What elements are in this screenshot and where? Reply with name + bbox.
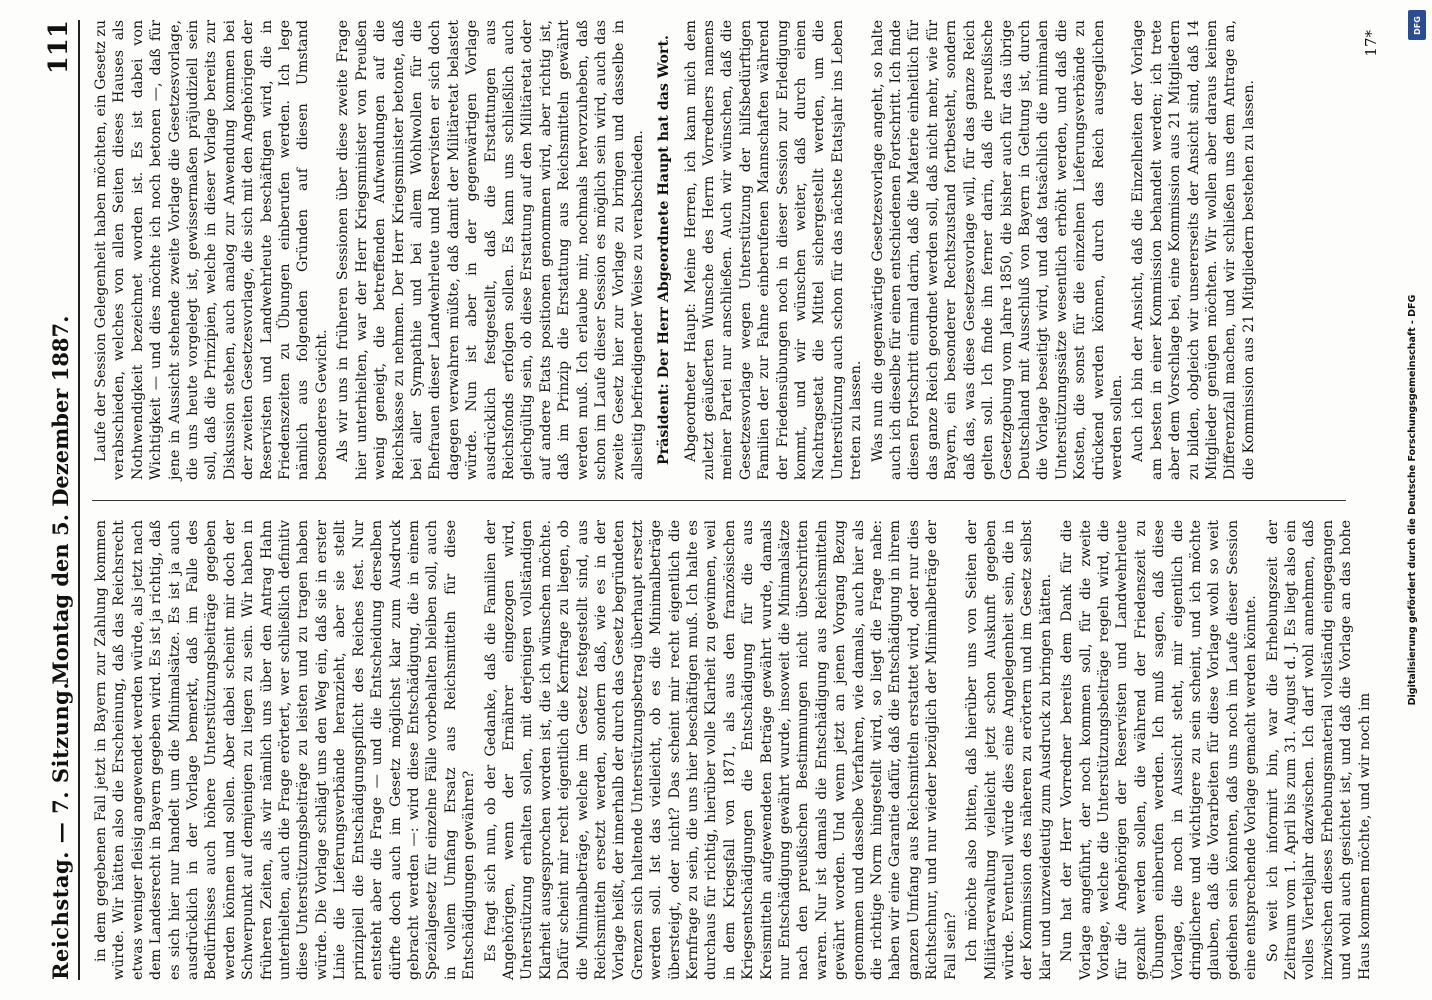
- speaker-announcement: Präsident: Der Herr Abgeordnete Haupt hat das Wort.: [656, 35, 673, 465]
- digitization-credit: Digitalisierung gefördert durch die Deutsche Forschungsgemeinschaft - DFG: [1407, 294, 1418, 706]
- paragraph: Auch ich bin der Ansicht, daß die Einzelheiten der Vorlage am besten in einer Kommission behandelt werden; ich trete aber dem Vorschlage bei, eine Kommission aus 21 Mitgliedern zu bilden, obgleich wir unsererseits der Ansicht sind, daß 14 Mitglieder genügen möchten. Wir wollen aber daraus keinen Differenzfall machen, und wir schließen uns dem Antrage an, die Kommission aus 21 Mitgliedern bestehen zu lassen.: [1130, 20, 1257, 480]
- page-number: 111: [44, 20, 74, 75]
- paragraph: Laufe der Session Gelegenheit haben möchten, ein Gesetz zu verabschieden, welches von allen Seiten dieses Hauses als Nothwendigkeit bezeichnet worden ist. Es ist dabei von Wichtigkeit — und dies möchte ich noch betonen —, daß für jene in Aussicht stehende zweite Vorlage die Gesetzesvorlage, die uns heute vorgelegt ist, gewissermaßen präjudiziell sein soll, daß die Prinzipien, welche in dieser Vorlage bereits zur Diskussion stehen, auch analog zur Anwendung kommen bei der zweiten Gesetzesvorlage, die sich mit den Angehörigen der Reservisten und Landwehrleute beschäftigen wird, die in Friedenszeiten zu Übungen einberufen werden. Ich lege nämlich aus folgenden Gründen auf diesen Umstand besonderes Gewicht.: [93, 20, 330, 480]
- dfg-logo: [1408, 10, 1426, 40]
- column-divider: [92, 500, 1346, 501]
- sheet-signature: 17*: [1362, 30, 1380, 57]
- paragraph: So weit ich informirt bin, war die Erhebungszeit der Zeitraum vom 1. April bis zum 31. August d. J. Es liegt also ein volles Vierteljahr dazwischen. Ich darf wohl annehmen, daß inzwischen dieses Erhebungsmaterial vollständig eingegangen und wohl auch gesichtet ist, und daß die Vorlage an das hohe Haus kommen möchte, und wir noch im: [1264, 520, 1373, 980]
- dfg-logo-text: DFG: [1412, 15, 1422, 35]
- paragraph: in dem gegebenen Fall jetzt in Bayern zur Zahlung kommen würde. Wir hätten also die Erscheinung, daß das Reichsrecht etwas weniger fleisig angewendet werden würde, als jetzt nach dem Landesrecht in Bayern gegeben wird. Es ist ja richtig, daß es sich hier nur handelt um die Minimalsätze. Es ist ja auch ausdrücklich in der Vorlage bemerkt, daß im Falle des Bedürfnisses auch höhere Unterstützungsbeiträge gegeben werden können und sollen. Aber dabei scheint mir doch der Schwerpunkt auf demjenigen zu liegen zu sein. Wir haben in früheren Zeiten, als wir nämlich uns über den Antrag Hahn unterhielten, auch die Frage erörtert, wer schließlich definitiv diese Unterstützungsbeiträge zu leisten und zu tragen haben würde. Die Vorlage schlägt uns den Weg ein, daß sie in erster Linie die Lieferungsverbände heranzieht, aber sie stellt prinzipiell die Entschädigungspflicht des Reiches fest. Nur entsteht aber die Frage — und die Entscheidung derselben dürfte doch auch im Gesetz möglichst klar zum Ausdruck gebracht werden —: wird diese Entschädigung, die in einem Spezialgesetz für einzelne Fälle vorbehalten bleiben soll, auch in vollem Umfang Ersatz aus Reichsmitteln für diese Entschädigungen gewähren?: [93, 520, 478, 980]
- header-left: Reichstag. — 7. Sitzung.: [48, 681, 73, 980]
- page-header: [42, 20, 80, 980]
- paragraph: Nun hat der Herr Vorredner bereits dem Dank für die Vorlage angeführt, der noch kommen soll, für die zweite Vorlage, welche die Unterstützungsbeiträge regeln wird, die für die Angehörigen der Reservisten und Landwehrleute gezahlt werden sollen, die während der Friedenszeit zu Übungen einberufen werden. Ich muß sagen, daß diese Vorlage, die noch in Aussicht steht, mir eigentlich die dringlichere und wichtigere zu sein scheint, und ich möchte glauben, daß die Vorarbeiten für diese Vorlage wohl so weit gediehen sein könnten, daß uns noch im Laufe dieser Session eine entsprechende Vorlage gemacht werden könnte.: [1059, 520, 1260, 980]
- header-date: Montag den 5. Dezember 1887.: [48, 315, 73, 685]
- paragraph: Abgeordneter Haupt: Meine Herren, ich kann mich dem zuletzt geäußerten Wunsche des Herrn Vorredners namens meiner Partei nur anschließen. Auch wir wünschen, daß die Gesetzesvorlage wegen Unterstützung der hilfsbedürftigen Familien der zur Fahne einberufenen Mannschaften während der Friedensübungen noch in dieser Session zur Erledigung kommt, und wir wünschen weiter, daß durch einen Nachtragsetat die Mittel sichergestellt werden, um die Unterstützung auch schon für das nächste Etatsjahr ins Leben treten zu lassen.: [682, 20, 865, 480]
- text-column-right: [92, 20, 1346, 480]
- text-column-left: [92, 520, 1373, 980]
- paragraph: Als wir uns in früheren Sessionen über diese zweite Frage hier unterhielten, war der Herr Kriegsminister von Preußen wenig geneigt, die betreffenden Aufwendungen auf die Reichskasse zu nehmen. Der Herr Kriegsminister betonte, daß bei aller Sympathie und bei allem Wohlwollen für die Ehefrauen dieser Landwehrleute und Reservisten er sich doch dagegen verwahren müßte, daß damit der Militäretat belastet würde. Nun ist aber in der gegenwärtigen Vorlage ausdrücklich festgestellt, daß die Erstattungen aus Reichsfonds erfolgen sollen. Es kann uns schließlich auch gleichgültig sein, ob diese Erstattung auf den Militäretat oder auf andere Etats positionen genommen wird, aber richtig ist, daß im Prinzip die Erstattung aus Reichsmitteln gewährt werden muß. Ich erlaube mir, nochmals hervorzuheben, daß schon im Laufe dieser Session es möglich sein wird, auch das zweite Gesetz hier zur Vorlage zu bringen und dasselbe in allseitig befriedigender Weise zu verabschieden.: [335, 20, 646, 480]
- rotated-sheet: [16, 0, 1416, 1000]
- paragraph: Ich möchte also bitten, daß hierüber uns von Seiten der Militärverwaltung vielleicht jetzt schon Auskunft gegeben würde. Eventuell würde dies eine Angelegenheit sein, die in der Kommission des näheren zu erörtern und im Gesetz selbst klar und unzweideutig zum Ausdruck zu bringen hätten.: [964, 520, 1054, 980]
- paragraph: Es fragt sich nun, ob der Gedanke, daß die Familien der Angehörigen, wenn der Ernährer eingezogen wird, Unterstützung erhalten sollen, mit derjenigen vollständigen Klarheit ausgesprochen worden ist, die ich wünschen möchte. Dafür scheint mir recht eigentlich die Kernfrage zu liegen, ob die Minimalbeträge, welche im Gesetz festgestellt sind, aus Reichsmitteln ersetzt werden, sondern daß, wie es in der Vorlage heißt, der innerhalb der durch das Gesetz begründeten Grenzen sich haltende Unterstützungsbetrag überhaupt ersetzt werden soll. Ist das vielleicht, ob es die Minimalbeträge übersteigt, oder nicht? Das scheint mir recht eigentlich die Kernfrage zu sein, die uns hier beschäftigen muß. Ich halte es durchaus für richtig, hierüber volle Klarheit zu gewinnen, weil in dem Kriegsfall von 1871, als aus den französischen Kriegsentschädigungen die Entschädigung für die aus Kreismitteln aufgewendeten Beträge gewährt wurde, damals nur Entschädigung gewährt wurde, insoweit die Minimalsätze nach den preußischen Bestimmungen nicht überschritten waren. Nur ist damals die Entschädigung aus Reichsmitteln gewährt worden. Und wenn jetzt an jenen Vorgang Bezug genommen und dasselbe Verfahren, wie damals, auch hier als die richtige Norm hingestellt wird, so liegt die Frage nahe: haben wir eine Garantie dafür, daß die Entschädigung in ihrem ganzen Umfang aus Reichsmitteln erstattet wird, oder nur dies Richtschnur, und nur wieder bezüglich der Minimalbeträge der Fall sein?: [482, 520, 959, 980]
- paragraph: Was nun die gegenwärtige Gesetzesvorlage angeht, so halte auch ich dieselbe für einen entschiedenen Fortschritt. Ich finde diesen Fortschritt einmal darin, daß die Materie einheitlich für das ganze Reich geordnet werden soll, daß nicht mehr, wie für Bayern, ein besonderer Rechtszustand fortbesteht, sondern daß das, was diese Gesetzesvorlage will, für das ganze Reich gelten soll. Ich finde ihn ferner darin, daß die preußische Gesetzgebung vom Jahre 1850, die bisher auch für das übrige Deutschland mit Ausschluß von Bayern in Geltung ist, durch die Vorlage beseitigt wird, und daß tatsächlich die minimalen Unterstützungssätze wesentlich erhöht werden, und daß die Kosten, die sonst für die einzelnen Lieferungsverbände zu drückend werden können, durch das Reich ausgeglichen werden sollen.: [869, 20, 1125, 480]
